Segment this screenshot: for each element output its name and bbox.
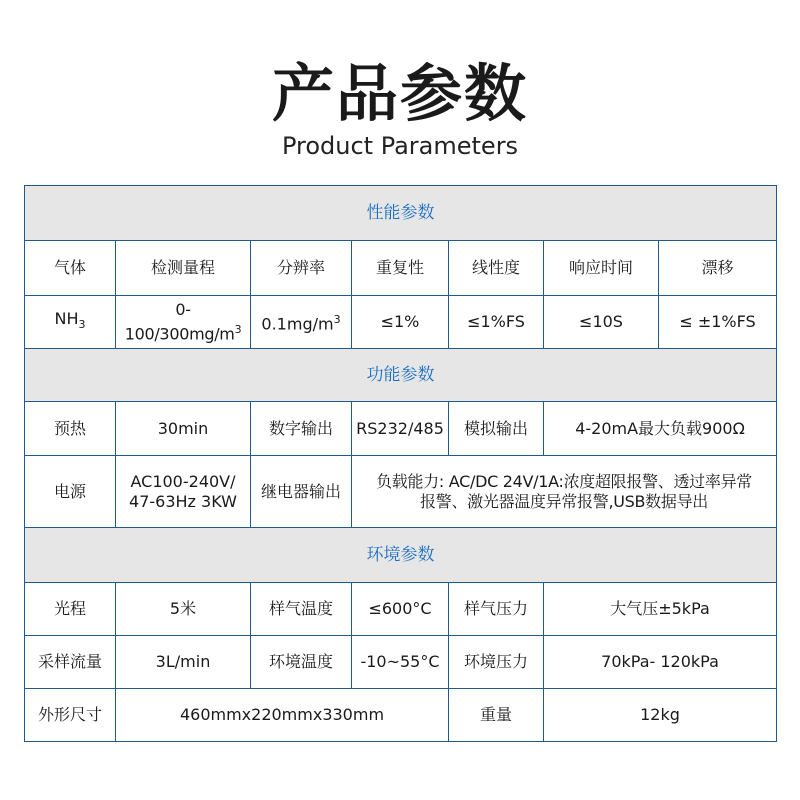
value-sample-pressure: 大气压±5kPa [544,583,777,636]
table-row-path [25,583,777,636]
value-linearity: ≤1%FS [449,296,544,349]
label-env-pressure: 环境压力 [449,636,544,689]
gas-name: NH [54,308,79,328]
range-superscript: 3 [234,322,242,336]
resolution-text: 0.1mg/m [261,314,334,334]
table-row-preheat [25,402,777,456]
value-gas [25,296,116,349]
table-row-performance-values [25,296,777,349]
label-size: 外形尺寸 [25,689,116,742]
range-text: 0-100/300mg/m [124,299,235,344]
table-row-performance-headers [25,241,777,296]
label-relay-output: 继电器输出 [251,456,352,528]
gas-subscript: 3 [78,318,86,332]
value-sample-temp: ≤600°C [352,583,449,636]
header-repeatability: 重复性 [352,241,449,296]
value-env-temp: -10~55°C [352,636,449,689]
page-subtitle: Product Parameters [281,132,519,160]
table-row-flow [25,636,777,689]
label-weight: 重量 [449,689,544,742]
table-row-size [25,689,777,742]
label-digital-output: 数字输出 [251,402,352,456]
parameters-table [24,185,777,742]
header-drift: 漂移 [659,241,777,296]
section-title-performance: 性能参数 [25,186,777,241]
header-linearity: 线性度 [449,241,544,296]
label-preheat: 预热 [25,402,116,456]
page-title: 产品参数 [271,57,528,130]
value-size: 460mmx220mmx330mm [116,689,449,742]
section-header-performance [25,186,777,241]
value-preheat: 30min [116,402,251,456]
relay-line-2: 报警、激光器温度异常报警,USB数据导出 [420,491,708,511]
value-relay-output [352,456,777,528]
value-repeatability: ≤1% [352,296,449,349]
section-header-environment [25,528,777,583]
header-gas: 气体 [25,241,116,296]
label-power: 电源 [25,456,116,528]
value-drift: ≤ ±1%FS [659,296,777,349]
value-flow: 3L/min [116,636,251,689]
header-range: 检测量程 [116,241,251,296]
label-sample-temp: 样气温度 [251,583,352,636]
label-flow: 采样流量 [25,636,116,689]
value-path: 5米 [116,583,251,636]
label-sample-pressure: 样气压力 [449,583,544,636]
label-path: 光程 [25,583,116,636]
power-line-1: AC100-240V/ [130,471,236,491]
value-range [116,296,251,349]
section-header-function [25,349,777,402]
label-env-temp: 环境温度 [251,636,352,689]
section-title-environment: 环境参数 [25,528,777,583]
section-title-function: 功能参数 [25,349,777,402]
value-power [116,456,251,528]
value-response-time: ≤10S [544,296,659,349]
value-weight: 12kg [544,689,777,742]
value-digital-output: RS232/485 [352,402,449,456]
header-resolution: 分辨率 [251,241,352,296]
value-resolution [251,296,352,349]
label-analog-output: 模拟输出 [449,402,544,456]
power-line-2: 47-63Hz 3KW [129,491,237,511]
header-response-time: 响应时间 [544,241,659,296]
table-row-power [25,456,777,528]
value-analog-output: 4-20mA最大负载900Ω [544,402,777,456]
resolution-superscript: 3 [333,312,341,326]
value-env-pressure: 70kPa- 120kPa [544,636,777,689]
relay-line-1: 负载能力: AC/DC 24V/1A:浓度超限报警、透过率异常 [376,471,752,491]
